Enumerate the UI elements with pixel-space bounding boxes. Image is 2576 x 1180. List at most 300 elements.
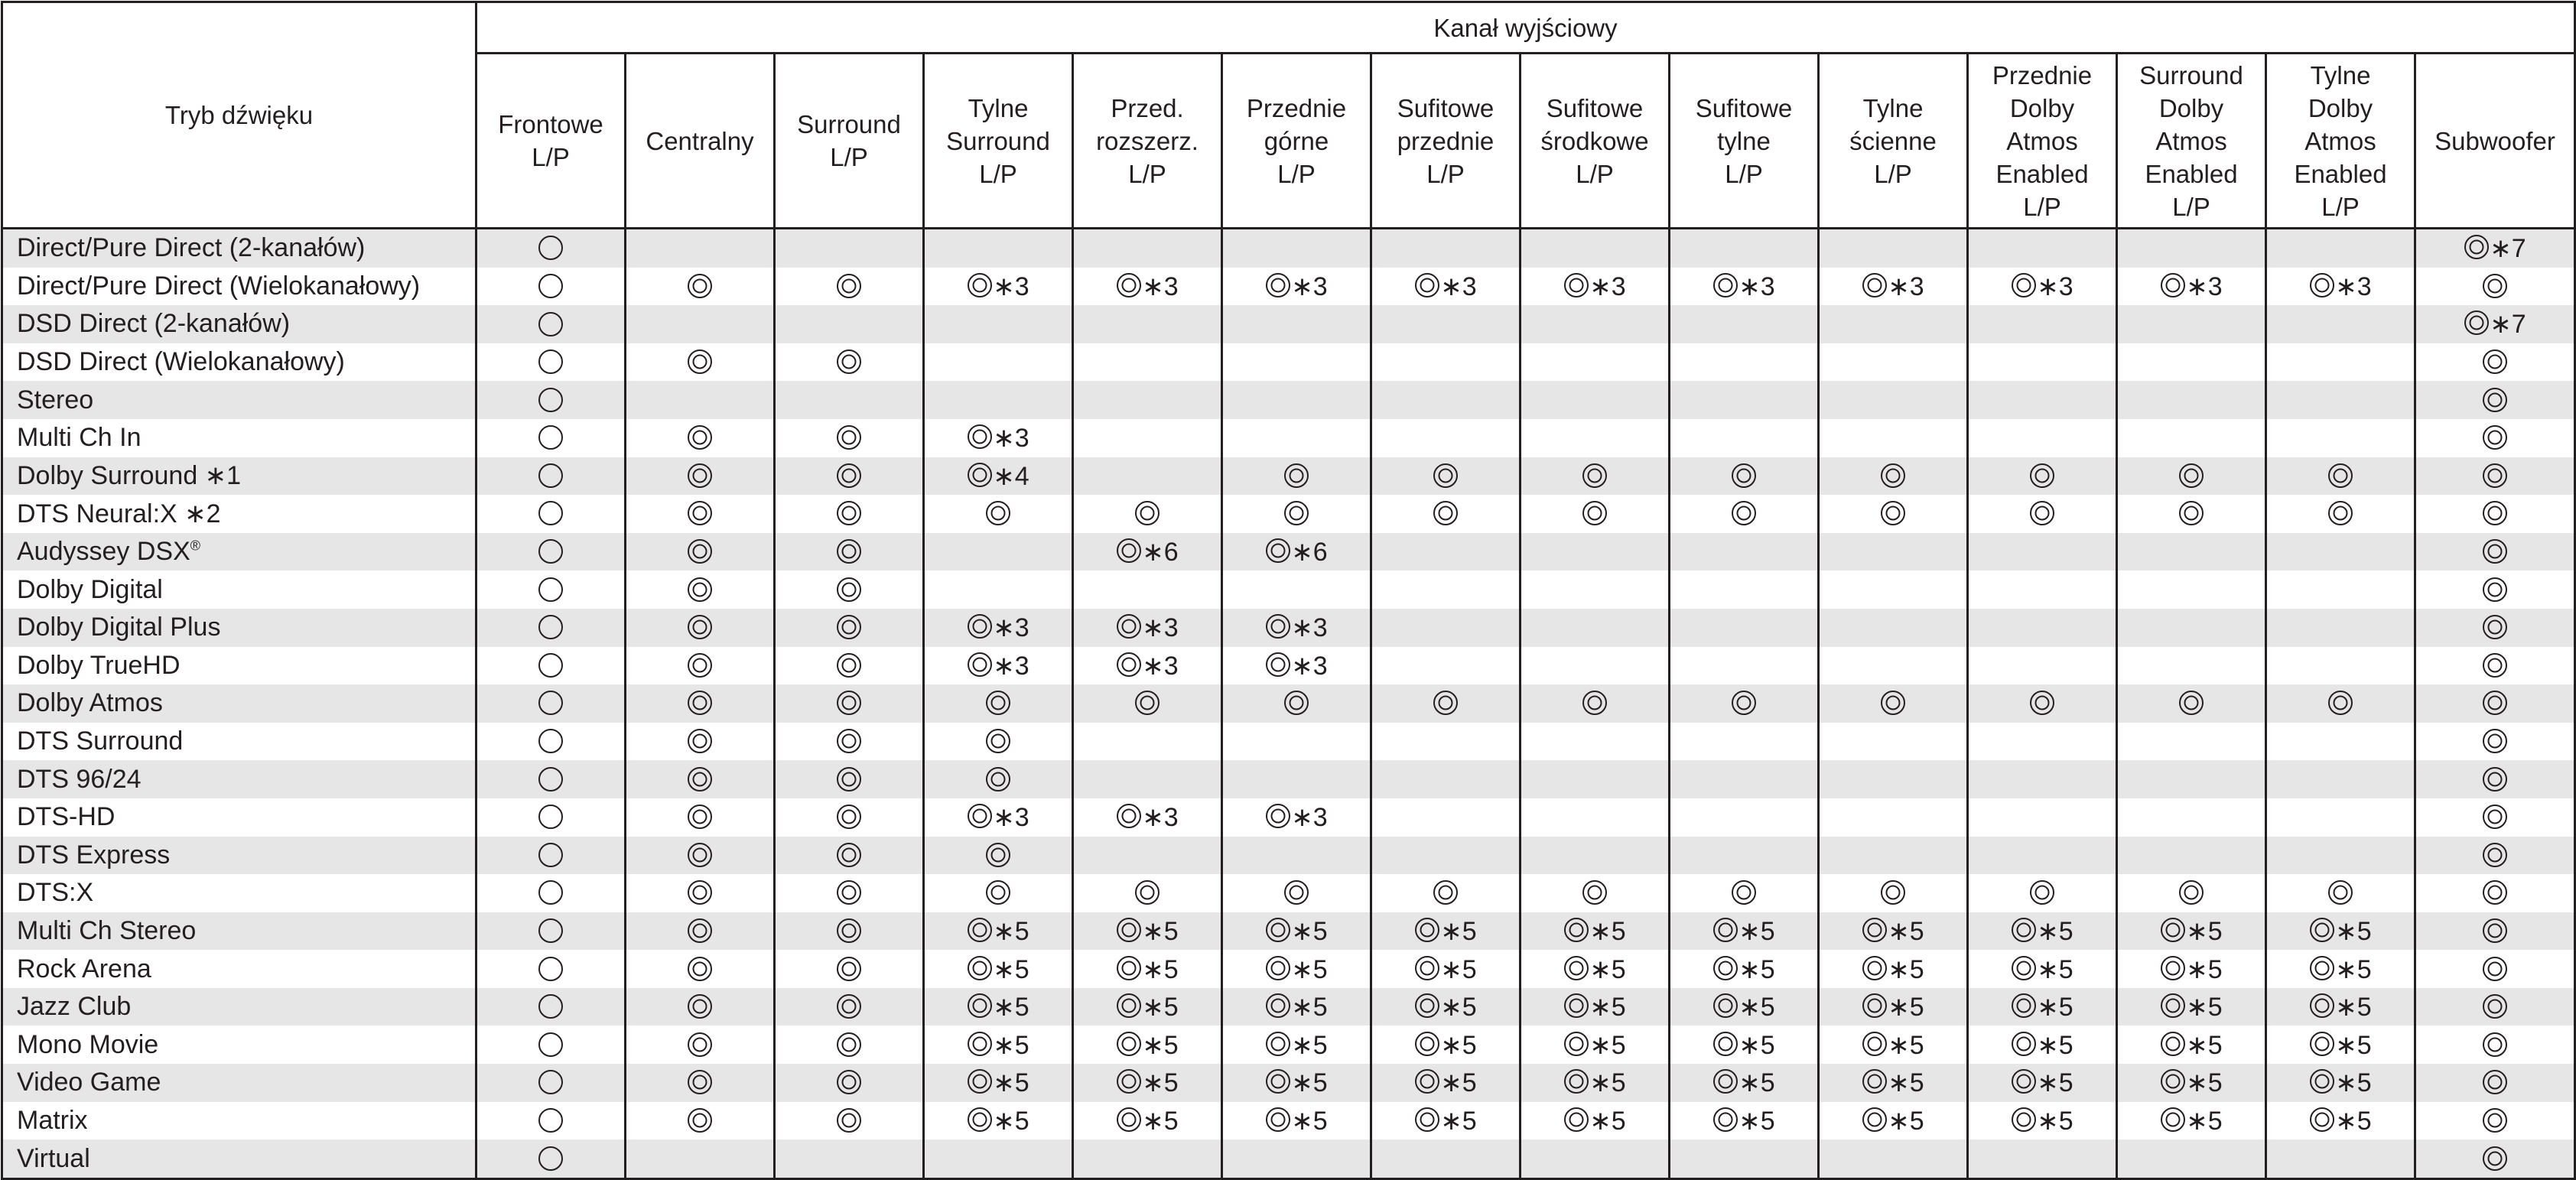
channel-cell	[1222, 798, 1371, 837]
registered-trademark-mark: ®	[190, 538, 201, 554]
double-circle-icon	[967, 1107, 993, 1133]
footnote-ref: ∗5	[1888, 1030, 1924, 1060]
channel-cell	[2415, 457, 2575, 496]
channel-cell	[2266, 1064, 2415, 1102]
channel-cell	[476, 381, 626, 419]
sound-mode-label	[2, 1102, 476, 1140]
sound-mode-name: Jazz Club	[17, 992, 132, 1022]
channel-header-4: Tylne Surround L/P	[924, 54, 1073, 229]
channel-cell	[1819, 1064, 1968, 1102]
footnote-ref: ∗5	[2335, 1030, 2372, 1060]
channel-cell	[1819, 647, 1968, 685]
channel-cell	[1819, 837, 1968, 875]
channel-cell	[1968, 457, 2117, 496]
double-circle-icon	[1862, 917, 1888, 943]
channel-cell	[2266, 229, 2415, 268]
channel-cell	[775, 950, 924, 988]
channel-cell	[1222, 343, 1371, 382]
channel-cell	[2266, 343, 2415, 382]
channel-cell	[1073, 1026, 1222, 1064]
channel-cell	[626, 495, 775, 533]
channel-cell	[1371, 798, 1521, 837]
table-row	[2, 647, 2575, 685]
channel-header-9: Sufitowe tylne L/P	[1670, 54, 1819, 229]
footnote-ref: ∗5	[2037, 1030, 2073, 1060]
double-circle-icon	[2011, 917, 2037, 943]
double-circle-icon	[2160, 917, 2186, 943]
channel-cell	[476, 457, 626, 496]
double-circle-icon	[1265, 803, 1291, 829]
double-circle-icon	[836, 1069, 862, 1095]
channel-cell	[2117, 229, 2266, 268]
footnote-ref: ∗5	[1738, 1106, 1775, 1136]
single-circle-icon	[538, 842, 564, 868]
channel-cell	[1968, 798, 2117, 837]
footnote-ref: ∗5	[2186, 993, 2223, 1022]
channel-header-2: Centralny	[626, 54, 775, 229]
channel-cell	[924, 798, 1073, 837]
channel-cell	[1968, 912, 2117, 951]
table-row	[2, 1102, 2575, 1140]
channel-cell	[1521, 229, 1670, 268]
channel-cell	[2117, 570, 2266, 609]
double-circle-icon	[836, 273, 862, 299]
channel-cell	[1073, 1064, 1222, 1102]
single-circle-icon	[538, 273, 564, 299]
channel-cell	[1073, 609, 1222, 647]
sound-mode-name: DTS Surround	[17, 727, 184, 756]
channel-cell	[626, 760, 775, 798]
single-circle-icon	[538, 387, 564, 413]
single-circle-icon	[538, 1069, 564, 1095]
channel-cell	[775, 1026, 924, 1064]
single-circle-icon	[538, 766, 564, 792]
channel-cell	[2415, 305, 2575, 343]
channel-cell	[626, 1026, 775, 1064]
double-circle-icon	[2482, 1107, 2508, 1133]
double-circle-icon	[687, 1069, 713, 1095]
channel-cell	[775, 457, 924, 496]
channel-cell	[1371, 419, 1521, 457]
sound-mode-name: DTS Express	[17, 840, 171, 870]
channel-cell	[476, 912, 626, 951]
channel-cell	[2266, 798, 2415, 837]
channel-cell	[2266, 609, 2415, 647]
sound-mode-label	[2, 1064, 476, 1102]
channel-cell	[1670, 1026, 1819, 1064]
double-circle-icon	[967, 955, 993, 981]
channel-cell	[924, 419, 1073, 457]
channel-cell	[2266, 988, 2415, 1026]
channel-cell	[626, 533, 775, 571]
channel-header-6: Przednie górne L/P	[1222, 54, 1371, 229]
double-circle-icon	[2309, 1068, 2335, 1094]
channel-cell	[924, 381, 1073, 419]
channel-cell	[775, 912, 924, 951]
channel-cell	[1073, 988, 1222, 1026]
channel-cell	[1521, 1139, 1670, 1178]
footnote-ref: ∗5	[1291, 954, 1328, 984]
double-circle-icon	[836, 1032, 862, 1058]
footnote-ref: ∗5	[993, 954, 1029, 984]
table-row	[2, 419, 2575, 457]
channel-cell	[1819, 343, 1968, 382]
double-circle-icon	[836, 500, 862, 526]
channel-cell	[1371, 950, 1521, 988]
channel-cell	[626, 874, 775, 912]
double-circle-icon	[1880, 690, 1906, 716]
footnote-ref: ∗5	[1142, 993, 1179, 1022]
channel-cell	[1819, 723, 1968, 761]
channel-cell	[1670, 381, 1819, 419]
channel-cell	[1670, 268, 1819, 306]
channel-cell	[1819, 305, 1968, 343]
double-circle-icon	[2482, 463, 2508, 489]
footnote-ref: ∗5	[2335, 1068, 2372, 1098]
channel-cell	[1222, 305, 1371, 343]
double-circle-icon	[985, 842, 1011, 868]
channel-cell	[1222, 495, 1371, 533]
footnote-ref: ∗5	[2186, 1030, 2223, 1060]
single-circle-icon	[538, 577, 564, 603]
table-row	[2, 343, 2575, 382]
double-circle-icon	[1414, 1068, 1440, 1094]
sound-mode-label	[2, 1139, 476, 1178]
double-circle-icon	[2482, 1069, 2508, 1095]
double-circle-icon	[2178, 879, 2204, 905]
double-circle-icon	[2482, 424, 2508, 450]
double-circle-icon	[985, 728, 1011, 754]
channel-cell	[1670, 495, 1819, 533]
double-circle-icon	[1712, 1068, 1738, 1094]
double-circle-icon	[836, 956, 862, 982]
sound-mode-name: Dolby Atmos	[17, 688, 163, 718]
double-circle-icon	[687, 577, 713, 603]
double-circle-icon	[687, 766, 713, 792]
double-circle-icon	[985, 766, 1011, 792]
channel-cell	[924, 1139, 1073, 1178]
double-circle-icon	[687, 1107, 713, 1133]
channel-cell	[1222, 381, 1371, 419]
channel-cell	[1222, 1064, 1371, 1102]
channel-cell	[1371, 723, 1521, 761]
channel-cell	[1819, 874, 1968, 912]
channel-cell	[1073, 1139, 1222, 1178]
double-circle-icon	[687, 538, 713, 564]
footnote-ref: ∗3	[1291, 803, 1328, 833]
channel-cell	[626, 381, 775, 419]
sound-mode-label	[2, 268, 476, 306]
footnote-ref: ∗5	[1888, 993, 1924, 1022]
channel-cell	[775, 609, 924, 647]
channel-cell	[1371, 457, 1521, 496]
channel-cell	[1371, 570, 1521, 609]
channel-cell	[626, 268, 775, 306]
double-circle-icon	[836, 463, 862, 489]
channel-cell	[476, 343, 626, 382]
footnote-ref: ∗5	[1888, 1106, 1924, 1136]
channel-cell	[775, 647, 924, 685]
sound-mode-name: Mono Movie	[17, 1029, 159, 1059]
channel-cell	[775, 419, 924, 457]
channel-cell	[626, 837, 775, 875]
double-circle-icon	[967, 1031, 993, 1057]
double-circle-icon	[2482, 1032, 2508, 1058]
double-circle-icon	[1731, 463, 1757, 489]
double-circle-icon	[687, 842, 713, 868]
channel-cell	[626, 570, 775, 609]
channel-cell	[1670, 1064, 1819, 1102]
double-circle-icon	[687, 424, 713, 450]
channel-cell	[476, 1139, 626, 1178]
footnote-ref: ∗5	[1589, 954, 1626, 984]
channel-cell	[476, 229, 626, 268]
channel-cell	[476, 268, 626, 306]
double-circle-icon	[2011, 993, 2037, 1019]
channel-header-10: Tylne ścienne L/P	[1819, 54, 1968, 229]
channel-header-11: Przednie Dolby Atmos Enabled L/P	[1968, 54, 2117, 229]
double-circle-icon	[967, 993, 993, 1019]
double-circle-icon	[2482, 387, 2508, 413]
footnote-ref: ∗5	[993, 1030, 1029, 1060]
channel-cell	[775, 798, 924, 837]
footnote-ref: ∗5	[2186, 954, 2223, 984]
channel-cell	[2266, 419, 2415, 457]
channel-cell	[1222, 760, 1371, 798]
channel-cell	[1222, 723, 1371, 761]
table-body	[2, 229, 2575, 1179]
sound-mode-label	[2, 533, 476, 571]
channel-cell	[626, 419, 775, 457]
double-circle-icon	[2309, 993, 2335, 1019]
double-circle-icon	[1563, 917, 1589, 943]
channel-cell	[626, 1139, 775, 1178]
single-circle-icon	[538, 993, 564, 1019]
footnote-ref: ∗5	[1440, 1030, 1477, 1060]
channel-cell	[1968, 647, 2117, 685]
table-row	[2, 1026, 2575, 1064]
footnote-ref: ∗5	[1738, 916, 1775, 946]
double-circle-icon	[1265, 955, 1291, 981]
channel-cell	[1371, 912, 1521, 951]
footnote-ref: ∗5	[2037, 1068, 2073, 1098]
channel-cell	[2117, 609, 2266, 647]
double-circle-icon	[1414, 1031, 1440, 1057]
double-circle-icon	[967, 462, 993, 488]
double-circle-icon	[2327, 879, 2353, 905]
channel-cell	[1670, 305, 1819, 343]
double-circle-icon	[1712, 993, 1738, 1019]
channel-cell	[2266, 533, 2415, 571]
channel-cell	[2117, 874, 2266, 912]
single-circle-icon	[538, 614, 564, 640]
channel-cell	[476, 419, 626, 457]
double-circle-icon	[2011, 955, 2037, 981]
channel-cell	[775, 229, 924, 268]
channel-header-8: Sufitowe środkowe L/P	[1521, 54, 1670, 229]
double-circle-icon	[2482, 879, 2508, 905]
footnote-ref: ∗5	[1589, 1106, 1626, 1136]
double-circle-icon	[2309, 1107, 2335, 1133]
footnote-ref: ∗3	[1291, 613, 1328, 643]
double-circle-icon	[1265, 1107, 1291, 1133]
sound-mode-name: Multi Ch Stereo	[17, 915, 197, 945]
sound-mode-name: DTS Neural:X ∗2	[17, 499, 221, 528]
sound-mode-name: DSD Direct (Wielokanałowy)	[17, 347, 345, 377]
channel-cell	[2415, 723, 2575, 761]
footnote-ref: ∗5	[1440, 993, 1477, 1022]
channel-cell	[1819, 1026, 1968, 1064]
footnote-ref: ∗5	[1888, 954, 1924, 984]
double-circle-icon	[687, 349, 713, 375]
channel-cell	[1371, 495, 1521, 533]
channel-cell	[2117, 950, 2266, 988]
double-circle-icon	[2029, 500, 2055, 526]
channel-cell	[2266, 1026, 2415, 1064]
channel-cell	[1670, 419, 1819, 457]
channel-cell	[626, 912, 775, 951]
double-circle-icon	[1134, 500, 1160, 526]
channel-cell	[1521, 268, 1670, 306]
channel-cell	[626, 229, 775, 268]
single-circle-icon	[538, 956, 564, 982]
sound-mode-label	[2, 1026, 476, 1064]
table-row	[2, 570, 2575, 609]
channel-cell	[2117, 1026, 2266, 1064]
channel-cell	[1670, 798, 1819, 837]
single-circle-icon	[538, 349, 564, 375]
channel-cell	[626, 1102, 775, 1140]
channel-cell	[1073, 837, 1222, 875]
footnote-ref: ∗3	[2335, 271, 2372, 301]
channel-cell	[2117, 798, 2266, 837]
channel-cell	[775, 381, 924, 419]
footnote-ref: ∗3	[1142, 803, 1179, 833]
footnote-ref: ∗5	[1440, 916, 1477, 946]
footnote-ref: ∗5	[1291, 1030, 1328, 1060]
footnote-ref: ∗5	[2335, 993, 2372, 1022]
double-circle-icon	[836, 918, 862, 944]
channel-cell	[1968, 1026, 2117, 1064]
footnote-ref: ∗3	[1142, 651, 1179, 681]
channel-cell	[1222, 570, 1371, 609]
channel-cell	[1521, 837, 1670, 875]
sound-mode-name: Dolby Surround ∗1	[17, 461, 242, 491]
sound-mode-label	[2, 381, 476, 419]
footnote-ref: ∗5	[1142, 1068, 1179, 1098]
channel-cell	[2415, 533, 2575, 571]
channel-cell	[626, 798, 775, 837]
channel-cell	[1968, 305, 2117, 343]
channel-cell	[1521, 533, 1670, 571]
channel-cell	[626, 684, 775, 723]
double-circle-icon	[1265, 1031, 1291, 1057]
double-circle-icon	[2482, 993, 2508, 1019]
channel-cell	[1819, 912, 1968, 951]
footnote-ref: ∗4	[993, 461, 1029, 491]
channel-cell	[1073, 419, 1222, 457]
double-circle-icon	[1433, 463, 1459, 489]
single-circle-icon	[538, 1146, 564, 1172]
channel-cell	[1819, 684, 1968, 723]
output-channel-header: Kanał wyjściowy	[476, 2, 2575, 54]
channel-cell	[626, 343, 775, 382]
channel-header-1: Frontowe L/P	[476, 54, 626, 229]
channel-cell	[1521, 1102, 1670, 1140]
channel-cell	[476, 988, 626, 1026]
table-row	[2, 684, 2575, 723]
channel-cell	[1968, 268, 2117, 306]
channel-cell	[1968, 570, 2117, 609]
channel-cell	[1968, 229, 2117, 268]
channel-cell	[924, 912, 1073, 951]
channel-cell	[1968, 723, 2117, 761]
channel-cell	[1521, 1064, 1670, 1102]
double-circle-icon	[2464, 310, 2490, 336]
channel-cell	[1073, 457, 1222, 496]
double-circle-icon	[1563, 993, 1589, 1019]
channel-cell	[1371, 760, 1521, 798]
sound-mode-name: Matrix	[17, 1105, 88, 1135]
channel-cell	[1968, 533, 2117, 571]
channel-cell	[1521, 798, 1670, 837]
channel-cell	[924, 988, 1073, 1026]
sound-mode-name: Multi Ch In	[17, 423, 141, 453]
channel-cell	[2266, 647, 2415, 685]
channel-cell	[924, 1064, 1073, 1102]
channel-cell	[924, 609, 1073, 647]
footnote-ref: ∗5	[1291, 993, 1328, 1022]
channel-cell	[2415, 343, 2575, 382]
channel-cell	[1670, 647, 1819, 685]
table-row	[2, 760, 2575, 798]
double-circle-icon	[2327, 690, 2353, 716]
channel-cell	[1222, 684, 1371, 723]
channel-cell	[2415, 837, 2575, 875]
channel-cell	[1521, 988, 1670, 1026]
double-circle-icon	[836, 766, 862, 792]
channel-cell	[2415, 229, 2575, 268]
table-row	[2, 229, 2575, 268]
double-circle-icon	[985, 690, 1011, 716]
channel-cell	[1968, 988, 2117, 1026]
table-row	[2, 495, 2575, 533]
channel-cell	[775, 533, 924, 571]
channel-cell	[775, 1139, 924, 1178]
channel-cell	[476, 950, 626, 988]
channel-cell	[1521, 381, 1670, 419]
double-circle-icon	[687, 1032, 713, 1058]
channel-cell	[1371, 1026, 1521, 1064]
double-circle-icon	[1731, 690, 1757, 716]
channel-cell	[476, 609, 626, 647]
channel-cell	[2415, 760, 2575, 798]
footnote-ref: ∗7	[2490, 310, 2526, 340]
channel-cell	[2117, 1102, 2266, 1140]
channel-cell	[1819, 1102, 1968, 1140]
footnote-ref: ∗5	[1589, 1068, 1626, 1098]
channel-cell	[924, 305, 1073, 343]
double-circle-icon	[1414, 272, 1440, 298]
channel-cell	[476, 495, 626, 533]
channel-cell	[1073, 570, 1222, 609]
channel-cell	[924, 533, 1073, 571]
channel-cell	[626, 950, 775, 988]
channel-cell	[1222, 609, 1371, 647]
double-circle-icon	[1116, 1031, 1142, 1057]
double-circle-icon	[1433, 690, 1459, 716]
channel-cell	[1521, 684, 1670, 723]
